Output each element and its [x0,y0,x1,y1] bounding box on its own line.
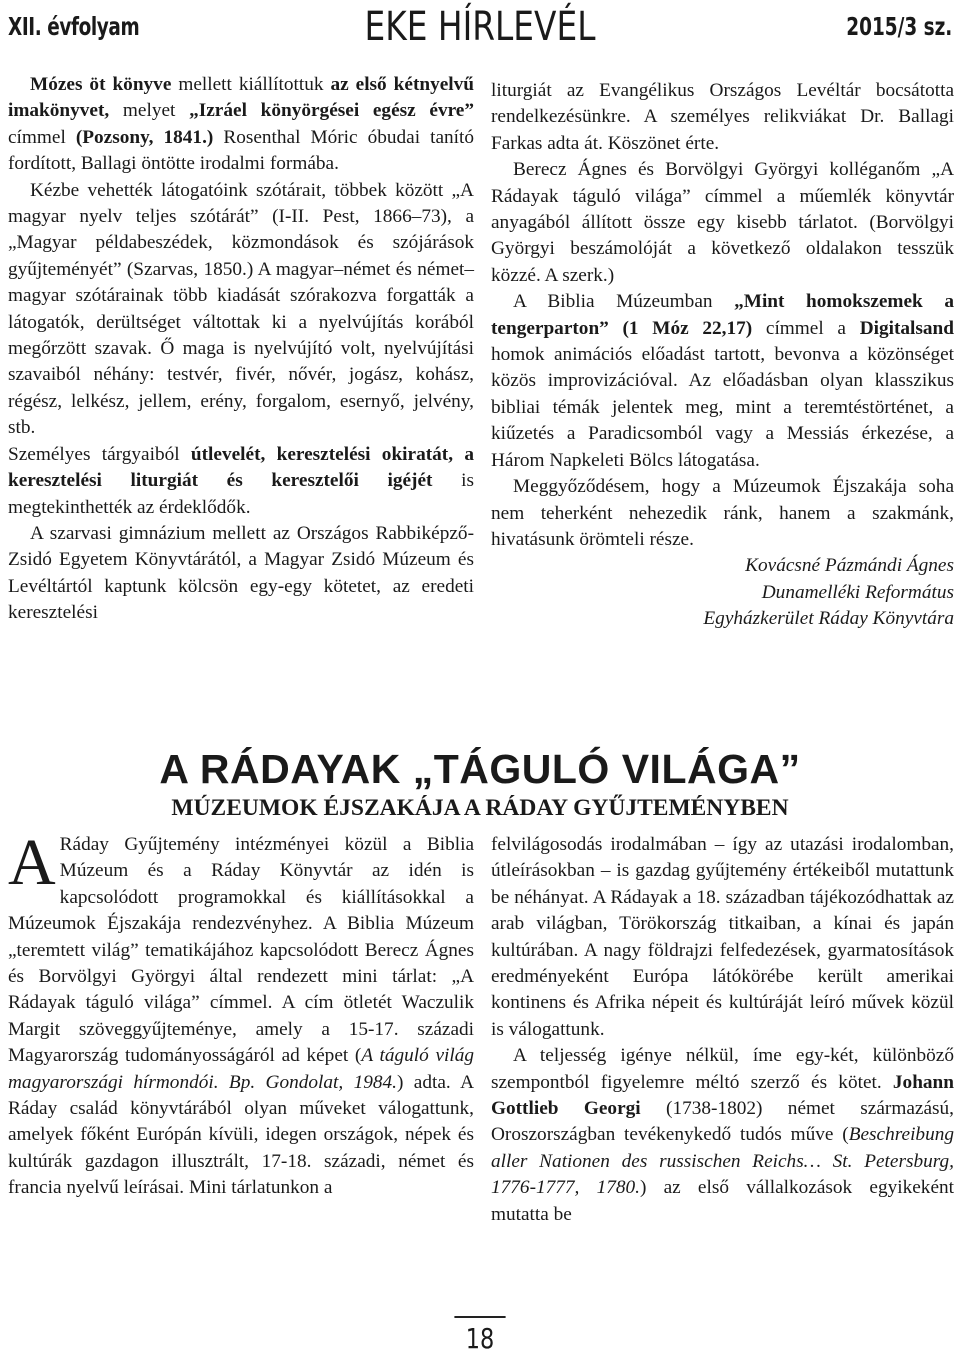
column-bottom-left [8,826,474,1202]
volume-label: XII. évfolyam [8,12,140,41]
newsletter-title: EKE HÍRLEVÉL [364,4,596,50]
paragraph: Meggyőződésem, hogy a Múzeumok Éjszakája soha nem teherként nehezedik ránk, hanem a szakmánk, hivatásunk örömteli része. [491,476,954,550]
drop-cap: A [8,826,56,899]
signature-line: Dunamelléki Református [761,581,954,603]
page-number: 18 [454,1316,505,1355]
paragraph: A teljesség igénye nélkül, íme egy-két, különböző szempontból figyelemre méltó szerző és kötet. Johann Gottlieb Georgi (1738-1802) német származású, Oroszországban tevékenykedő tudós műve (Beschreibung aller Nationen des russischen Reichs… St. Petersburg, 1776-1777, 1780.) az első vállalkozások egyikeként mutatta be [491,1045,954,1225]
paragraph: Kézbe vehették látogatóink szótárait, többek között „A magyar nyelv teljes szótárát” (I-II. Pest, 1866–73), a „Magyar példabeszédek, közmondások és szójárások gyűjteményét” (Szarvas, 1850.) A magyar–német és német–magyar szótárainak több kiadását szórakozva forgatták a látogatók, derültséget váltottak ki a nyelvújítás korából megőrzött szavak. Ő maga is nyelvújító volt, nyelvújítási szavaiból néhány: testvér, fivér, nővér, jogász, kohász, régész, lelkész, jellem, erény, forgalom, esernyő, jelvény, stb. [8,179,474,439]
signature-name: Kovácsné Pázmándi Ágnes [745,555,954,577]
paragraph: A Ráday Gyűjtemény intézményei közül a Biblia Múzeum és a Ráday Könyvtár az idén is kapcsolódott programokkal és kiállításokkal a Múzeumok Éjszakája rendezvényhez. A Biblia Múzeum „teremtett világ” tematikájához kapcsolódott Berecz Ágnes és Borvölgyi Györgyi által rendezett mini tárlat: „A Rádayak táguló világa” címmel. A cím ötletét Waczulik Margit szöveggyűjteménye, amely a 15-17. századi Magyarország tudományosságáról ad képet (A táguló világ magyarországi hírmondói. Bp. Gondolat, 1984.) adta. A Ráday család könyvtárából olyan műveket válogattunk, amelyek főként Európán kívüli, idegen országok, népek és kultúrák gazdagon illusztrált, 17-18. századi, német és francia nyelvű leírásai. Mini tárlatunkon a [8,826,474,1199]
page-header [0,0,960,52]
paragraph: A Biblia Múzeumban „Mint homokszemek a tengerparton” (1 Móz 22,17) címmel a Digitalsand homok animációs előadást tartott, bevonva a közönséget közös improvizációval. Az előadásban olyan klasszikus bibliai témák jelentek meg, mint a teremtéstörténet, a kiűzetés a Paradicsomból vagy a Messiás érkezése, a Három Napkeleti Bölcs látogatása. [491,291,954,471]
column-bottom-right [491,832,954,1228]
column-top-left [8,72,474,627]
paragraph: Mózes öt könyve mellett kiállítottuk az első kétnyelvű imakönyvet, melyet „Izráel könyörgései egész évre” címmel (Pozsony, 1841.) Rosenthal Móric óbudai tanító fordított, Ballagi öntötte irodalmi formába. [8,74,475,175]
paragraph: Berecz Ágnes és Borvölgyi Györgyi kolléganőm „A Rádayak táguló világa” címmel a műemlék könyvtár anyagából állított össze egy kisebb tárlatot. (Borvölgyi Györgyi beszámolóját a következő oldalakon tesszük közzé. A szerk.) [491,159,954,286]
paragraph: liturgiát az Evangélikus Országos Levéltár bocsátotta rendelkezésünkre. A személyes relikviákat Dr. Ballagi Farkas adta át. Köszönet érte. [491,80,954,154]
paragraph: Személyes tárgyaiból útlevelét, keresztelési okiratát, a keresztelési liturgiát és keresztelői igéjét is megtekinthették az érdeklődők. [8,443,474,518]
column-top-right [491,78,954,633]
article-subtitle: MÚZEUMOK ÉJSZAKÁJA A RÁDAY GYŰJTEMÉNYBEN [171,795,789,821]
signature-line: Egyházkerület Ráday Könyvtára [703,608,954,630]
article-title: A RÁDAYAK „TÁGULÓ VILÁGA” [159,746,801,792]
paragraph: felvilágosodás irodalmában – így az utazási irodalomban, útleírásokban – is gazdag gyűjtemény értékeiből mutattunk be néhányat. A Rádayak a 18. században tájékozódhattak az arab világban, Törökország titkaiban, a kínai és japán kultúrában. A nagy földrajzi felfedezések, gyarmatosítások eredményeként Európa látókörébe került amerikai kontinens és Afrika népeit és kultúráját leíró művek közül is válogattunk. [491,834,954,1040]
paragraph: A szarvasi gimnázium mellett az Országos Rabbiképző-Zsidó Egyetem Könyvtárától, a Magyar Zsidó Múzeum és Levéltártól kaptunk kölcsön egy-egy kötetet, az eredeti keresztelési [8,522,474,624]
issue-label: 2015/3 sz. [845,12,952,41]
